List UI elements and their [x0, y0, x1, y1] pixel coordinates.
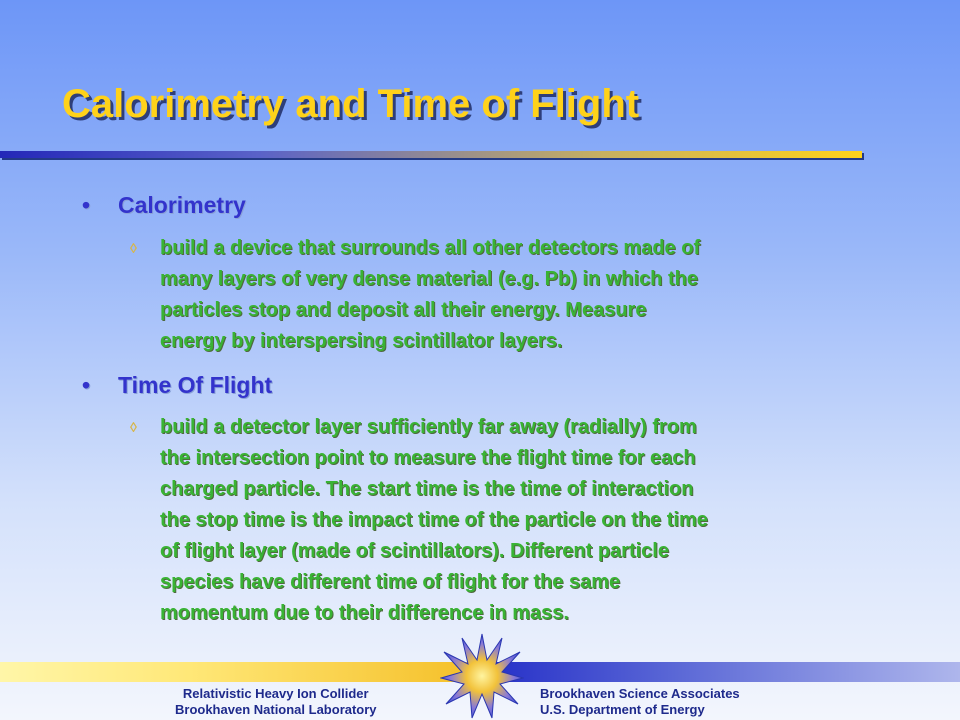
footer-left: [175, 686, 377, 718]
detail-line: the stop time is the impact time of the particle on the time: [160, 509, 708, 531]
detail-line: the intersection point to measure the flight time for each: [160, 447, 696, 469]
footer-left-line1: Relativistic Heavy Ion Collider: [182, 686, 369, 701]
footer-left-line2: Brookhaven National Laboratory: [175, 702, 377, 717]
footer-right-line2: U.S. Department of Energy: [540, 702, 705, 717]
bullet-dot: •: [82, 192, 91, 218]
sub-bullet-time-of-flight: [130, 412, 920, 629]
detail-line: particles stop and deposit all their energy. Measure: [160, 299, 647, 321]
footer-right: [540, 686, 740, 718]
detail-line: many layers of very dense material (e.g. Pb) in which the: [160, 268, 698, 290]
footer-band-right: [488, 662, 960, 682]
bullet-time-of-flight: [82, 372, 272, 399]
bullet-heading: Time Of Flight: [118, 372, 273, 398]
detail-line: momentum due to their difference in mass.: [160, 602, 569, 624]
slide-title: Calorimetry and Time of Flight: [62, 82, 640, 126]
detail-line: of flight layer (made of scintillators). Different particle: [160, 540, 669, 562]
diamond-icon: ◊: [130, 419, 137, 435]
bullet-dot: •: [82, 372, 91, 398]
bullet-heading: Calorimetry: [118, 192, 246, 218]
detail-line: build a detector layer sufficiently far away (radially) from: [160, 416, 697, 438]
starburst-icon: [440, 632, 524, 720]
footer-right-line1: Brookhaven Science Associates: [540, 686, 740, 701]
bullet-calorimetry: [82, 192, 246, 219]
detail-line: species have different time of flight for the same: [160, 571, 621, 593]
diamond-icon: ◊: [130, 240, 137, 256]
detail-line: energy by interspersing scintillator layers.: [160, 330, 563, 352]
detail-line: charged particle. The start time is the time of interaction: [160, 478, 694, 500]
sub-bullet-calorimetry: [130, 233, 920, 357]
detail-line: build a device that surrounds all other detectors made of: [160, 237, 701, 259]
footer-band-left: [0, 662, 470, 682]
